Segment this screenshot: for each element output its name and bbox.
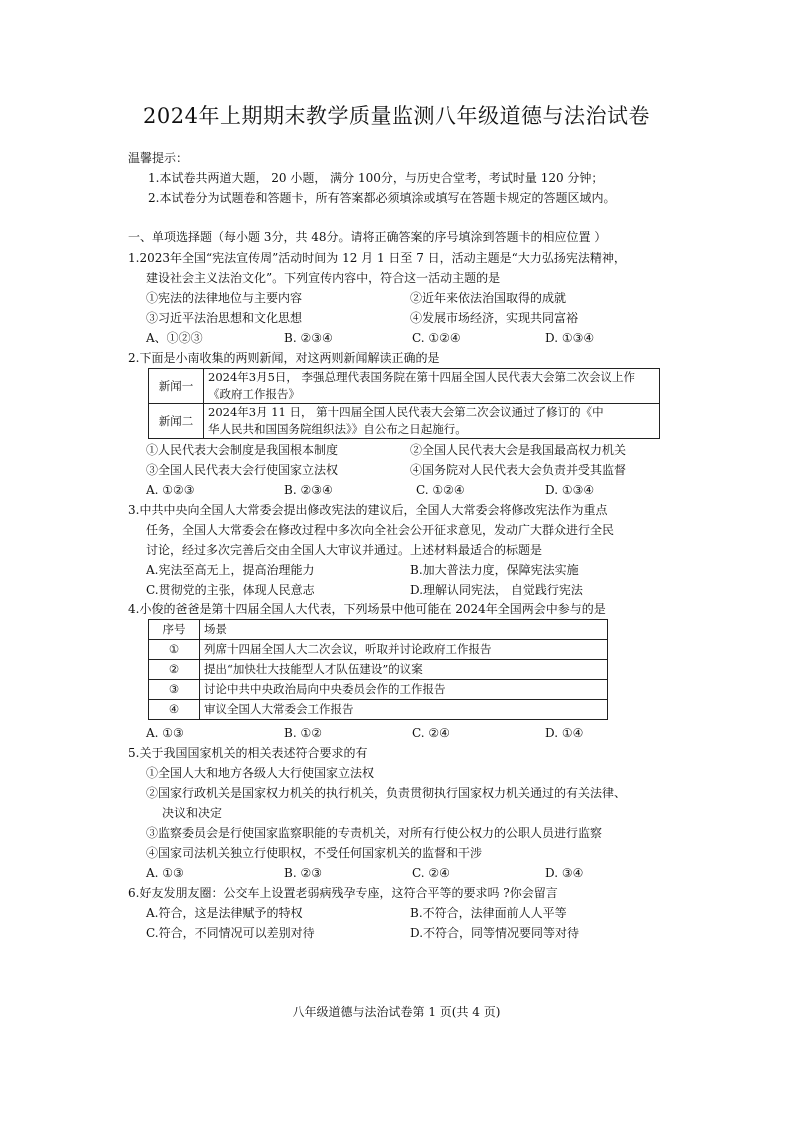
table-row [149,680,608,700]
q5-option-a: A. ①③ [146,866,184,880]
news-2-line-1: 2024年3月 11 日， 第十四届全国人民代表大会第二次会议通过了修订的《中 [208,405,604,419]
q4-option-b: B. ①② [284,726,322,740]
q1-option-b: B. ②③④ [284,331,333,345]
row-number: ③ [149,680,200,700]
q2-option-d: D. ①③④ [545,483,595,497]
q1-option-c: C. ①②④ [412,331,461,345]
q3-option-c: C.贯彻党的主张，体现人民意志 [146,583,315,597]
row-number: ④ [149,700,200,720]
row-number: ① [149,640,200,660]
notice-line-1: 1.本试卷共两道大题， 20 小题， 满分 100分，与历史合堂考，考试时量 120 分钟； [148,171,604,185]
q1-option-a: A、①②③ [146,331,203,345]
q4-option-a: A. ①③ [146,726,184,740]
q1-statement-4: ④发展市场经济，实现共同富裕 [410,311,579,325]
q4-option-c: C. ②④ [412,726,450,740]
q3-stem-3: 讨论，经过多次完善后交由全国人大审议并通过。上述材料最适合的标题是 [146,543,543,557]
q6-option-b: B.不符合，法律面前人人平等 [410,906,567,920]
q1-stem-2: 建设社会主义法治文化”。下列宣传内容中，符合这一活动主题的是 [146,271,501,285]
q1-statement-2: ②近年来依法治国取得的成就 [410,291,567,305]
row-scene: 审议全国人大常委会工作报告 [200,700,608,720]
table-header-row [149,620,608,640]
section-heading: 一、单项选择题（每小题 3分，共 48分。请将正确答案的序号填涂到答题卡的相应位置 ） [128,230,607,244]
q1-statement-1: ①宪法的法律地位与主要内容 [146,291,303,305]
q1-statement-3: ③习近平法治思想和文化思想 [146,311,303,325]
q2-statement-1: ①人民代表大会制度是我国根本制度 [146,443,339,457]
news-2-label: 新闻二 [149,404,204,439]
news-2-content [204,404,660,439]
q2-option-a: A. ①②③ [146,483,195,497]
q4-option-d: D. ①④ [545,726,584,740]
q4-scene-table [148,619,608,720]
notice-line-2: 2.本试卷分为试题卷和答题卡，所有答案都必须填涂或填写在答题卡规定的答题区域内。 [148,191,616,205]
q5-option-c: C. ②④ [412,866,450,880]
news-row [149,369,660,404]
q6-option-c: C.符合，不同情况可以差别对待 [146,926,315,940]
q2-statement-4: ④国务院对人民代表大会负责并受其监督 [410,463,627,477]
q5-option-d: D. ③④ [545,866,584,880]
q2-option-c: C. ①②④ [416,483,465,497]
q2-statement-3: ③全国人民代表大会行使国家立法权 [146,463,339,477]
q3-option-b: B.加大普法力度，保障宪法实施 [410,563,579,577]
q3-option-d: D.理解认同宪法， 自觉践行宪法 [410,583,583,597]
table-row [149,700,608,720]
table-row [149,660,608,680]
q1-option-d: D. ①③④ [545,331,595,345]
row-number: ② [149,660,200,680]
news-1-line-1: 2024年3月5日， 李强总理代表国务院在第十四届全国人民代表大会第二次会议上作 [208,370,636,384]
q5-stem: 5.关于我国国家机关的相关表述符合要求的有 [128,746,368,760]
page-footer: 八年级道德与法治试卷第 1 页(共 4 页) [292,1005,501,1019]
q3-stem-1: 3.中共中央向全国人大常委会提出修改宪法的建议后，全国人大常委会将修改宪法作为重点 [128,503,608,517]
notice-heading: 温馨提示： [128,151,189,165]
q4-stem: 4.小俊的爸爸是第十四届全国人大代表，下列场景中他可能在 2024年全国两会中参与的是 [128,602,606,616]
row-scene: 列席十四届全国人大二次会议，听取并讨论政府工作报告 [200,640,608,660]
row-scene: 提出“加快壮大技能型人才队伍建设”的议案 [200,660,608,680]
header-number: 序号 [149,620,200,640]
q2-statement-2: ②全国人民代表大会是我国最高权力机关 [410,443,627,457]
q1-stem-1: 1.2023年全国“宪法宣传周”活动时间为 12 月 1 日至 7 日，活动主题是“大力弘扬宪法精神， [128,251,626,265]
news-row [149,404,660,439]
q5-option-b: B. ②③ [284,866,322,880]
q2-stem: 2.下面是小南收集的两则新闻，对这两则新闻解读正确的是 [128,351,440,365]
exam-title: 2024年上期期末教学质量监测八年级道德与法治试卷 [143,104,650,128]
q2-option-b: B. ②③④ [284,483,333,497]
q5-statement-3: ③监察委员会是行使国家监察职能的专责机关，对所有行使公权力的公职人员进行监察 [146,826,603,840]
q3-option-a: A.宪法至高无上，提高治理能力 [146,563,315,577]
q6-option-a: A.符合，这是法律赋予的特权 [146,906,303,920]
q5-statement-1: ①全国人大和地方各级人大行使国家立法权 [146,766,375,780]
q6-option-d: D.不符合，同等情况要同等对待 [410,926,580,940]
news-2-line-2: 华人民共和国国务院组织法》》自公布之日起施行。 [208,422,467,436]
q2-news-table [148,368,660,439]
q3-stem-2: 任务，全国人大常委会在修改过程中多次向全社会公开征求意见，发动广大群众进行全民 [146,523,615,537]
row-scene: 讨论中共中央政治局向中央委员会作的工作报告 [200,680,608,700]
q6-stem: 6.好友发朋友圈：公交车上设置老弱病残孕专座，这符合平等的要求吗 ?你会留言 [128,886,558,900]
news-1-line-2: 《政府工作报告》 [208,387,300,401]
q5-statement-2b: 决议和决定 [162,806,223,820]
header-scene: 场景 [200,620,608,640]
q5-statement-4: ④国家司法机关独立行使职权，不受任何国家机关的监督和干涉 [146,846,483,860]
news-1-content [204,369,660,404]
q5-statement-2a: ②国家行政机关是国家权力机关的执行机关，负责贯彻执行国家权力机关通过的有关法律、 [146,786,627,800]
table-row [149,640,608,660]
news-1-label: 新闻一 [149,369,204,404]
